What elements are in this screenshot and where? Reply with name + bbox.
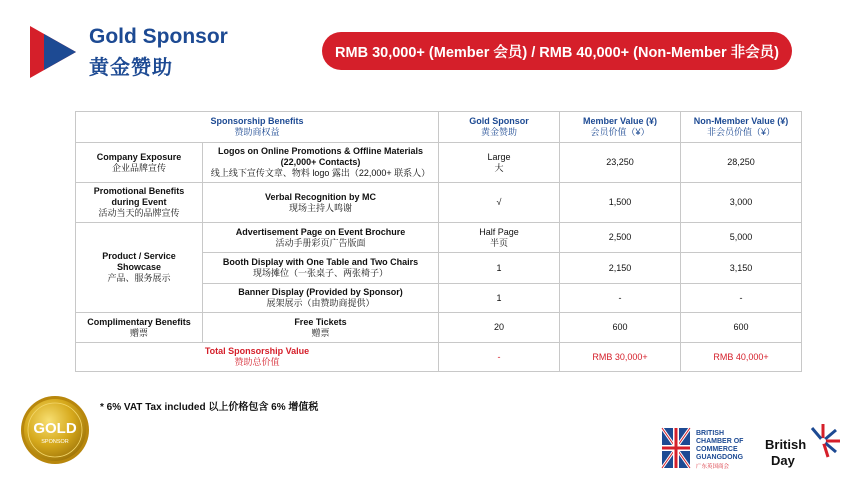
header-nonmember: Non-Member Value (¥) 非会员价值（¥） <box>681 112 802 143</box>
header-gold: Gold Sponsor 黄金赞助 <box>439 112 560 143</box>
total-gold-cell: - <box>439 343 560 372</box>
gold-cell: 1 <box>439 253 560 284</box>
table-row <box>76 313 802 343</box>
header-benefits: Sponsorship Benefits 赞助商权益 <box>76 112 439 143</box>
item-cell: Free Tickets 赠票 <box>203 313 439 343</box>
bcc-guangdong-logo <box>660 424 760 476</box>
item-cell: Logos on Online Promotions & Offline Materials (22,000+ Contacts) 线上线下宣传文章、物料 logo 露出（22,000+ 联系人） <box>203 143 439 183</box>
table-row <box>76 223 802 253</box>
vat-note: * 6% VAT Tax included 以上价格包含 6% 增值税 <box>100 402 319 413</box>
bcc-line-4: GUANGDONG <box>696 454 744 461</box>
gold-cell: 1 <box>439 284 560 313</box>
item-cell: Booth Display with One Table and Two Chairs 现场摊位（一张桌子、两张椅子） <box>203 253 439 284</box>
total-label-cell: Total Sponsorship Value 赞助总价值 <box>76 343 439 372</box>
category-cell: Product / Service Showcase 产品、服务展示 <box>76 223 203 313</box>
gold-cell: √ <box>439 183 560 223</box>
member-value-cell: 2,500 <box>560 223 681 253</box>
bcc-line-1: BRITISH <box>696 430 724 437</box>
bcc-cn: 广东英国商会 <box>696 464 730 470</box>
category-cell: Company Exposure 企业品牌宣传 <box>76 143 203 183</box>
nonmember-value-cell: 5,000 <box>681 223 802 253</box>
nonmember-value-cell: - <box>681 284 802 313</box>
member-value-cell: 600 <box>560 313 681 343</box>
total-member-cell: RMB 30,000+ <box>560 343 681 372</box>
bd-line-2: Day <box>771 453 795 468</box>
badge-bottom-text: SPONSOR <box>41 439 69 445</box>
gold-sponsor-badge-icon <box>20 395 90 465</box>
nonmember-value-cell: 28,250 <box>681 143 802 183</box>
item-cell: Banner Display (Provided by Sponsor) 展架展示（由赞助商提供） <box>203 284 439 313</box>
page-title: Gold Sponsor <box>89 25 228 48</box>
bd-line-1: British <box>765 437 807 452</box>
bcc-line-2: CHAMBER OF <box>696 438 744 445</box>
nonmember-value-cell: 600 <box>681 313 802 343</box>
item-cell: Verbal Recognition by MC 现场主持人鸣谢 <box>203 183 439 223</box>
table-header-row <box>76 112 802 143</box>
category-cell: Promotional Benefits during Event 活动当天的品牌宣传 <box>76 183 203 223</box>
gold-cell: 20 <box>439 313 560 343</box>
header-member: Member Value (¥) 会员价值（¥） <box>560 112 681 143</box>
member-value-cell: 1,500 <box>560 183 681 223</box>
nonmember-value-cell: 3,000 <box>681 183 802 223</box>
gold-cell: Half Page 半页 <box>439 223 560 253</box>
total-row <box>76 343 802 372</box>
british-day-logo <box>763 421 843 475</box>
member-value-cell: 23,250 <box>560 143 681 183</box>
item-cell: Advertisement Page on Event Brochure 活动手册彩页广告版面 <box>203 223 439 253</box>
price-banner: RMB 30,000+ (Member 会员) / RMB 40,000+ (Non-Member 非会员) <box>322 32 792 70</box>
bcc-line-3: COMMERCE <box>696 446 738 453</box>
member-value-cell: 2,150 <box>560 253 681 284</box>
table-row <box>76 143 802 183</box>
brand-triangle-logo <box>30 26 76 78</box>
category-cell: Complimentary Benefits 赠票 <box>76 313 203 343</box>
total-nonmember-cell: RMB 40,000+ <box>681 343 802 372</box>
table-row <box>76 183 802 223</box>
member-value-cell: - <box>560 284 681 313</box>
page-title-cn: 黄金赞助 <box>89 57 173 79</box>
nonmember-value-cell: 3,150 <box>681 253 802 284</box>
badge-top-text: GOLD <box>33 420 77 437</box>
gold-cell: Large 大 <box>439 143 560 183</box>
benefits-table <box>75 111 802 372</box>
